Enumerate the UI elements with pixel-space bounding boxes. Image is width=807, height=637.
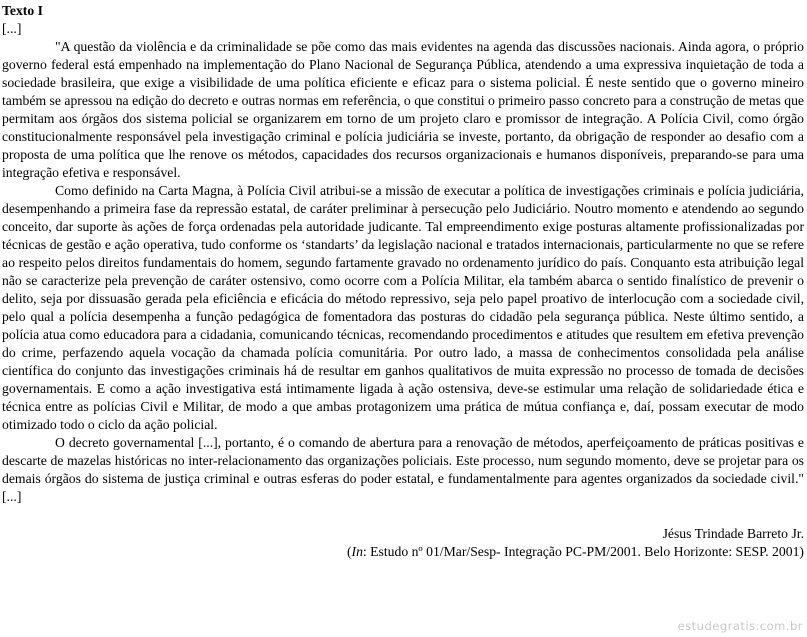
document-title: Texto I: [2, 3, 43, 18]
author-name: Jésus Trindade Barreto Jr.: [662, 526, 804, 541]
citation-reference-text: : Estudo nº 01/Mar/Sesp- Integração PC-PM/2001. Belo Horizonte: SESP. 2001): [362, 544, 804, 559]
paragraph-1: "A questão da violência e da criminalidade se põe como das mais evidentes na agenda das discussões nacionais. Ainda agora, o próprio governo federal está empenhado na implementação do Plano Nacional de Segurança Pública, atendendo a uma expressiva inquietação de toda a sociedade brasileira, que exige a visibilidade de uma política eficiente e eficaz para o sistema policial. É neste sentido que o governo mineiro também se apressou na edição do decreto e outras normas em referência, o que constitui o primeiro passo concreto para a construção de metas que permitam aos órgãos dos sistema policial se organizarem em torno de um projeto claro e promissor de integração. A Polícia Civil, como órgão constitucionalmente responsável pela investigação criminal e polícia judiciária se investe, portanto, da obrigação de responder ao desafio com a proposta de uma política que lhe renove os métodos, capacidades dos recursos organizacionais e humanos disponíveis, preparando-se para uma integração efetiva e responsável.: [2, 39, 804, 180]
citation-in-label: In: [351, 544, 363, 559]
citation-line: [2, 543, 804, 561]
paragraph-3: O decreto governamental [...], portanto, é o comando de abertura para a renovação de métodos, aperfeiçoamento de práticas positivas e descarte de mazelas históricas no inter-relacionamento das organizações policiais. Este processo, num segundo momento, deve se projetar para os demais órgãos do sistema de justiça criminal e outras esferas do poder estatal, e fundamentalmente para agentes organizados da sociedade civil."[...]: [2, 435, 804, 504]
citation-open-paren: (: [346, 544, 352, 559]
watermark-text: estudegratis.com.br: [677, 619, 803, 633]
omission-marker: [...]: [2, 21, 22, 36]
attribution-block: [2, 525, 804, 561]
paragraph-2: Como definido na Carta Magna, à Polícia Civil atribui-se a missão de executar a política de investigações criminais e polícia judiciária, desempenhando a primeira fase da repressão estatal, de caráter preliminar à persecução pelo Judiciário. Noutro momento e atendendo ao segundo conceito, dar suporte às ações de força ordenadas pela autoridade judicante. Tal empreendimento exige posturas altamente profissionalizadas por técnicas de gestão e ação operativa, tudo conforme os ‘standarts’ da legislação nacional e tratados internacionais, particularmente no que se refere ao respeito pelos direitos fundamentais do homem, segundo fartamente gravado no ordenamento jurídico do país. Conquanto esta atribuição legal não se caracterize pela prevenção de caráter ostensivo, como ocorre com a Polícia Militar, ela também abarca o sentido finalístico de prevenir o delito, seja por dissuasão gerada pela eficiência e eficácia do método repressivo, seja pelo papel proativo de interlocução com a sociedade civil, pelo qual a polícia desempenha a função pedagógica de fomentadora das posturas do cidadão pela segurança pública. Neste último sentido, a polícia atua como educadora para a cidadania, comunicando técnicas, recomendando procedimentos e atitudes que resultem em efetiva prevenção do crime, perfazendo aquela vocação da chamada polícia comunitária. Por outro lado, a massa de conhecimentos consolidada pela análise científica do conjunto das investigações criminais há de resultar em ganhos qualitativos de muita expressão no processo de tomada de decisões governamentais. E como a ação investigativa está intimamente ligada à ação ostensiva, deve-se estimular uma relação de solidariedade ética e técnica entre as polícias Civil e Militar, de modo a que ambas protagonizem uma prática de mútua confiança e, daí, possam executar de modo otimizado todo o ciclo da ação policial.: [2, 183, 804, 432]
